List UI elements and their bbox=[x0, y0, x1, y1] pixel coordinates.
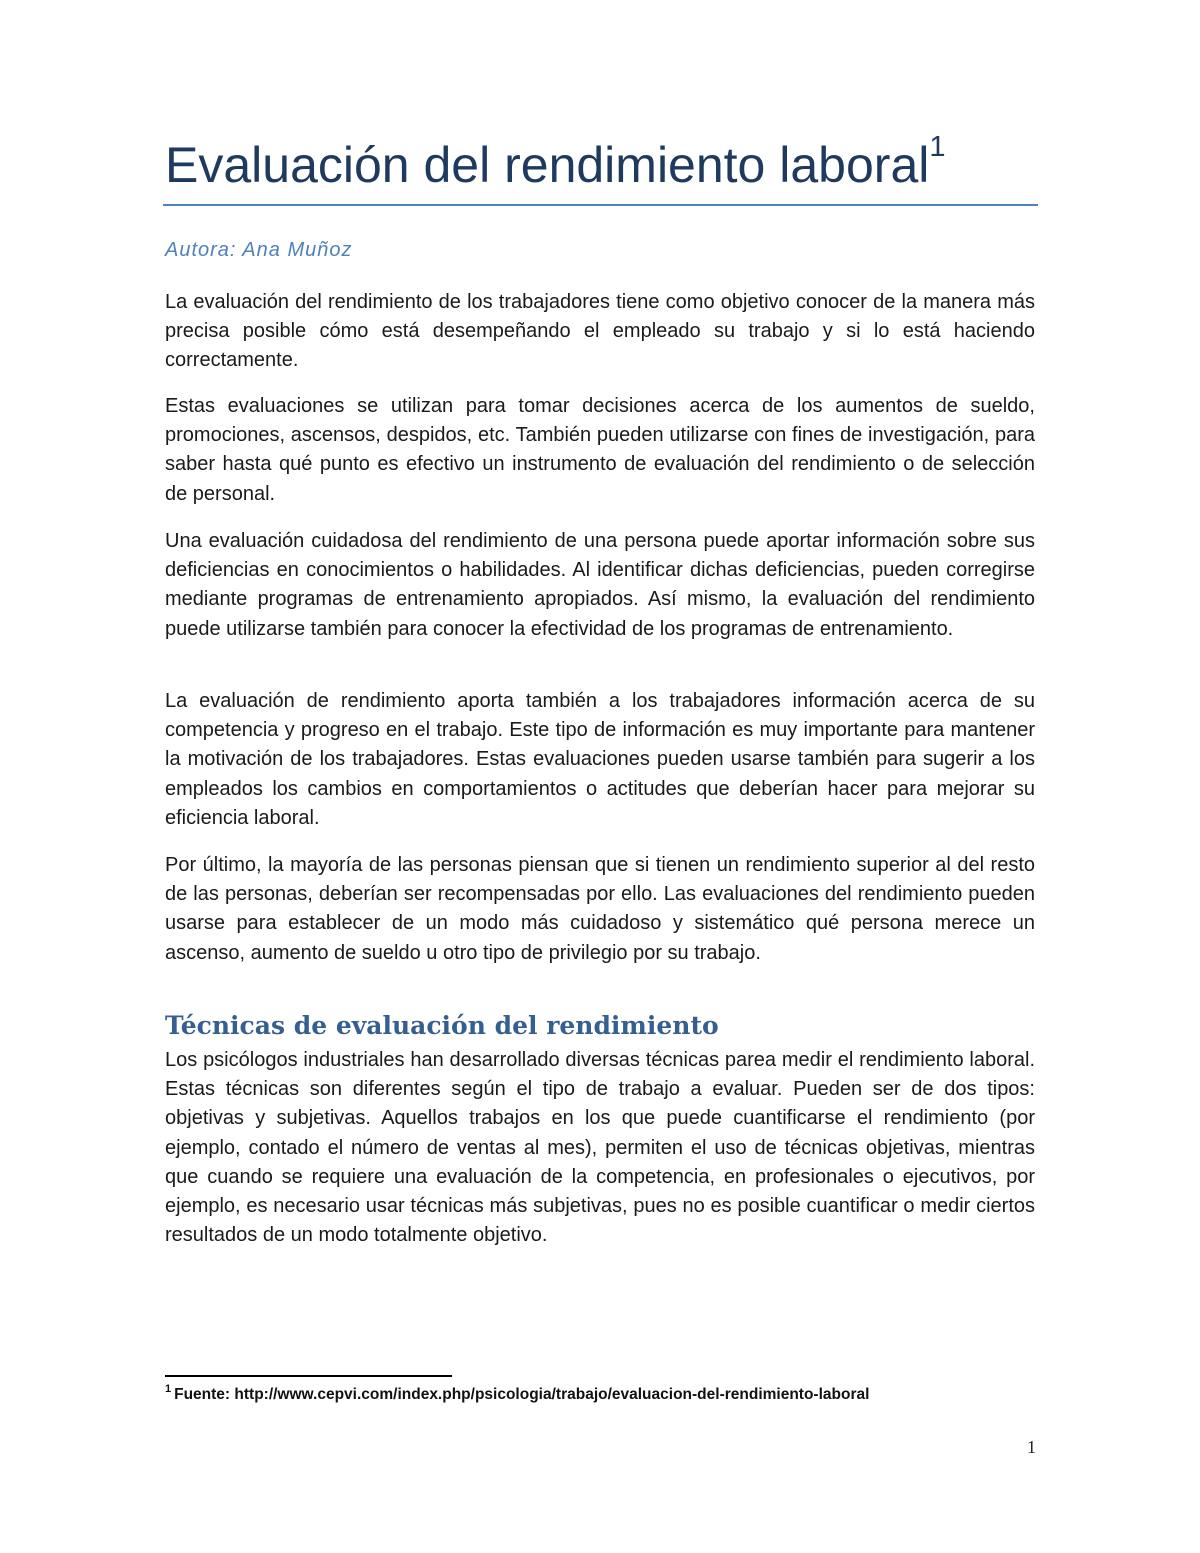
author-line: Autora: Ana Muñoz bbox=[165, 239, 353, 261]
footnote-text[interactable]: Fuente: http://www.cepvi.com/index.php/psicologia/trabajo/evaluacion-del-rendimiento-laboral bbox=[174, 1386, 870, 1403]
paragraph-1: La evaluación del rendimiento de los trabajadores tiene como objetivo conocer de la manera más precisa posible cómo está desempeñando el empleado su trabajo y si lo está haciendo correctamente. bbox=[165, 291, 1035, 372]
paragraph-2: Estas evaluaciones se utilizan para tomar decisiones acerca de los aumentos de sueldo, promociones, ascensos, despidos, etc. También pueden utilizarse con fines de investigación, para saber hasta qué punto es efectivo un instrumento de evaluación del rendimiento o de selección de personal. bbox=[165, 395, 1035, 505]
paragraph-4: La evaluación de rendimiento aporta también a los trabajadores información acerca de su competencia y progreso en el trabajo. Este tipo de información es muy importante para mantener la motivación de los trabajadores. Estas evaluaciones pueden usarse también para sugerir a los empleados los cambios en comportamientos o actitudes que deberían hacer para mejorar su eficiencia laboral. bbox=[165, 690, 1035, 829]
footnote-number: 1 bbox=[165, 1383, 172, 1395]
footnote-separator bbox=[165, 1375, 452, 1377]
title-underline-rule bbox=[163, 204, 1038, 206]
title-footnote-ref[interactable]: 1 bbox=[929, 131, 946, 163]
paragraph-3: Una evaluación cuidadosa del rendimiento de una persona puede aportar información sobre sus deficiencias en conocimientos o habilidades. Al identificar dichas deficiencias, pueden corregirse mediante programas de entrenamiento apropiados. Así mismo, la evaluación del rendimiento puede utilizarse también para conocer la efectividad de los programas de entrenamiento. bbox=[165, 530, 1035, 640]
footnote bbox=[165, 1383, 870, 1404]
document-title-text: Evaluación del rendimiento laboral bbox=[165, 137, 930, 193]
section-paragraph: Los psicólogos industriales han desarrollado diversas técnicas parea medir el rendimiento laboral. Estas técnicas son diferentes según el tipo de trabajo a evaluar. Pueden ser de dos tipos: objetivas y subjetivas. Aquellos trabajos en los que puede cuantificarse el rendimiento (por ejemplo, contado el número de ventas al mes), permiten el uso de técnicas objetivas, mientras que cuando se requiere una evaluación de la competencia, en profesionales o ejecutivos, por ejemplo, es necesario usar técnicas más subjetivas, pues no es posible cuantificar o medir ciertos resultados de un modo totalmente objetivo. bbox=[165, 1049, 1035, 1247]
section-heading: Técnicas de evaluación del rendimiento bbox=[165, 1011, 719, 1040]
document-title bbox=[165, 131, 1035, 195]
page-number: 1 bbox=[1027, 1437, 1036, 1457]
paragraph-5: Por último, la mayoría de las personas piensan que si tienen un rendimiento superior al del resto de las personas, deberían ser recompensadas por ello. Las evaluaciones del rendimiento pueden usarse para establecer de un modo más cuidadoso y sistemático qué persona merece un ascenso, aumento de sueldo u otro tipo de privilegio por su trabajo. bbox=[165, 854, 1035, 964]
